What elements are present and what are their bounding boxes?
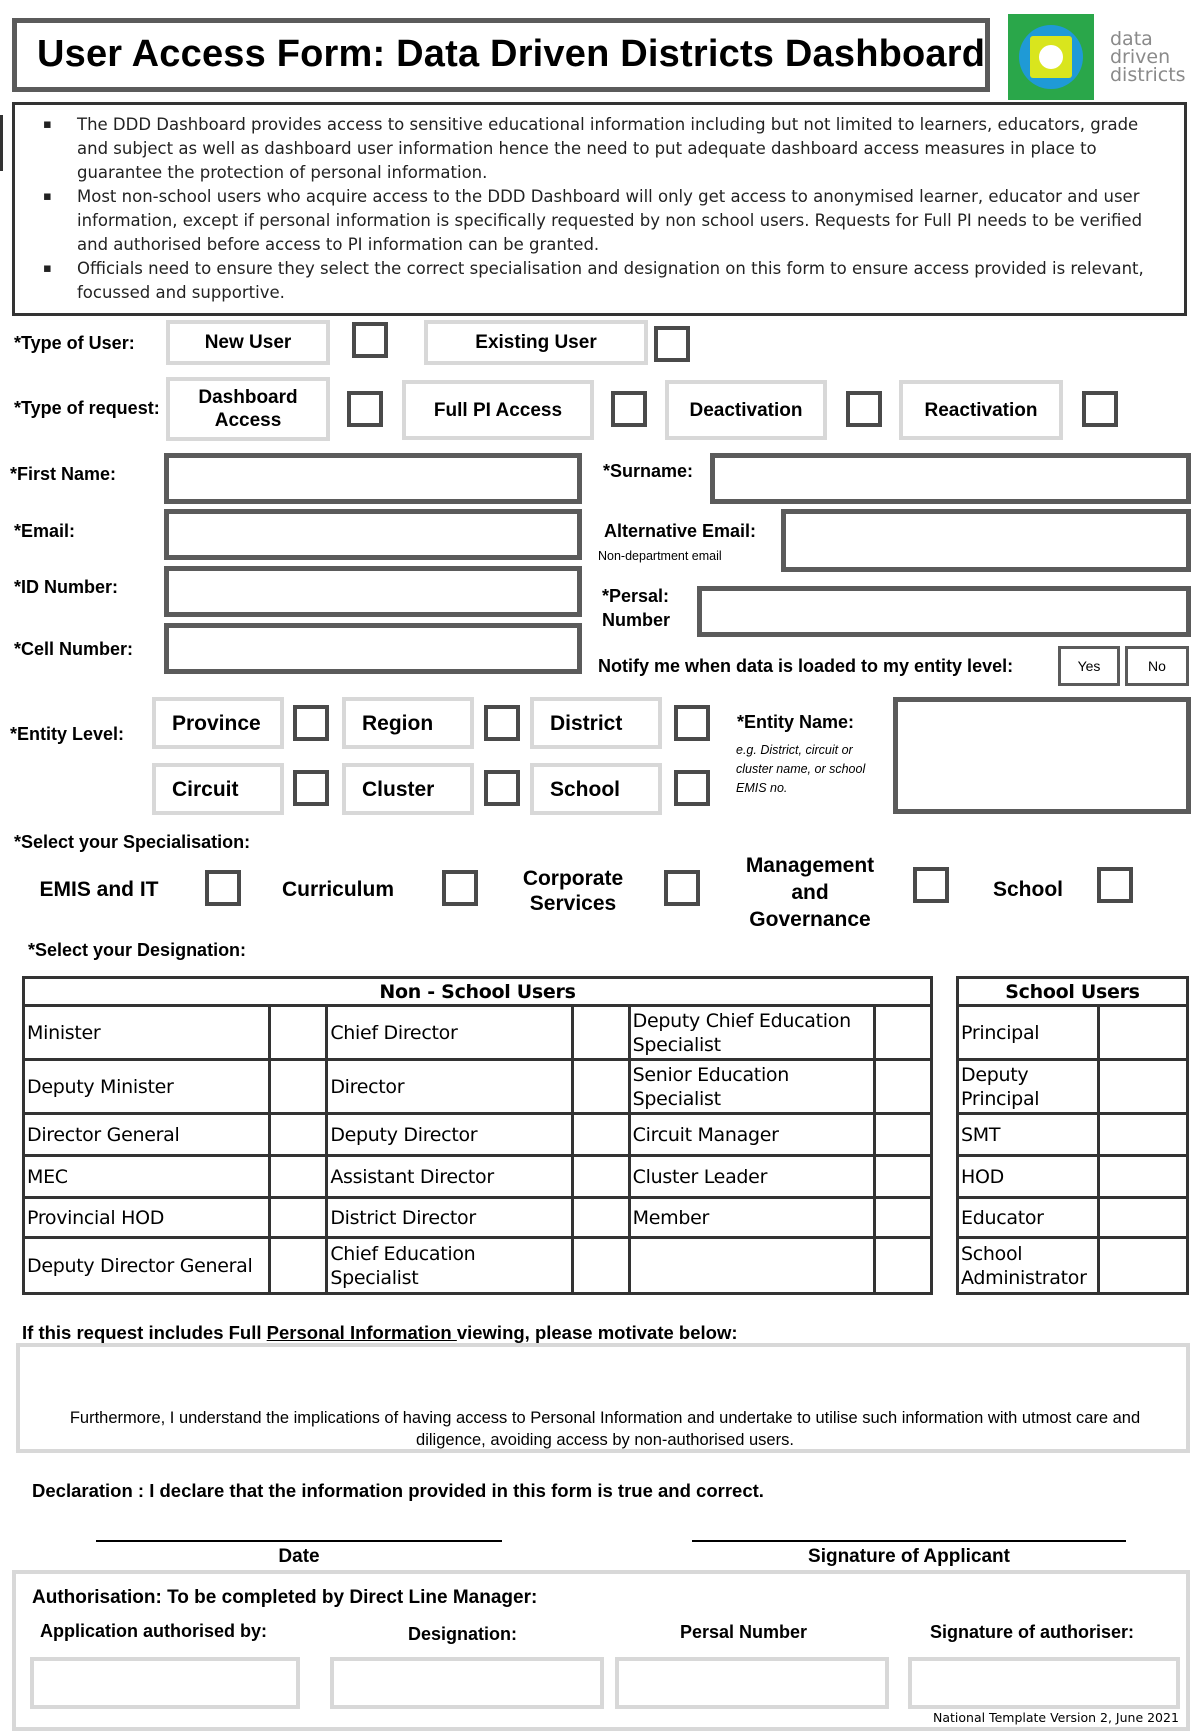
info-bullet: ▪ The DDD Dashboard provides access to sensitive educational information including but not limited to learners, educators, grade and subject as well as dashboard user information hence the need to put adequate dashboard access measures in place to guarantee the protection of personal information. [43,113,1170,185]
type-of-request-label: *Type of request: [14,398,160,418]
entity-name-label: *Entity Name: [737,712,855,732]
notify-yes-option[interactable]: Yes [1058,646,1120,686]
school-designation-cell: HOD [958,1156,1099,1198]
logo-line: districts [1110,64,1186,86]
district-checkbox[interactable] [674,705,710,741]
non-school-header: Non - School Users [24,978,932,1006]
persal-auth-label: Persal Number [680,1622,808,1642]
first-name-field[interactable] [164,453,582,504]
dashboard-access-option[interactable]: Dashboard Access [166,377,330,441]
notify-no-option[interactable]: No [1125,646,1189,686]
corporate-services-checkbox[interactable] [664,870,700,906]
existing-user-checkbox[interactable] [654,326,690,362]
designation-checkbox[interactable] [572,1198,629,1238]
type-of-user-label: *Type of User: [14,333,135,353]
entity-name-note: e.g. District, circuit or cluster name, or school EMIS no. [736,743,866,795]
motivation-underlined: Personal Information [266,1322,457,1343]
management-governance-checkbox[interactable] [913,867,949,903]
ddd-logo-icon [1008,14,1094,100]
curriculum-option[interactable]: Curriculum [281,878,394,901]
full-pi-access-option[interactable]: Full PI Access [402,380,594,440]
school-designation-cell: SMT [958,1114,1099,1156]
school-designation-cell: Educator [958,1198,1099,1238]
school-specialisation-option[interactable]: School [992,878,1063,901]
logo-line: data [1110,28,1153,50]
version-footer: National Template Version 2, June 2021 [933,1710,1179,1725]
region-option[interactable]: Region [342,697,474,749]
motivation-prefix: If this request includes Full [22,1322,267,1343]
page-title: User Access Form: Data Driven Districts Dashboard [37,33,986,75]
designation-checkbox[interactable] [572,1238,629,1294]
new-user-checkbox[interactable] [352,322,388,358]
designation-cell: Deputy Director [327,1114,572,1156]
emis-it-option[interactable]: EMIS and IT [39,878,159,901]
title-box [12,18,990,92]
designation-label: *Select your Designation: [28,940,247,960]
designation-checkbox[interactable] [1098,1114,1187,1156]
designation-checkbox[interactable] [572,1060,629,1114]
designation-checkbox[interactable] [874,1156,931,1198]
cell-number-field[interactable] [164,623,582,674]
designation-cell: Provincial HOD [24,1198,270,1238]
school-specialisation-checkbox[interactable] [1097,867,1133,903]
province-option[interactable]: Province [152,697,284,749]
persal-auth-field[interactable] [615,1657,889,1709]
signature-auth-field[interactable] [908,1657,1180,1709]
designation-cell: Deputy Director General [24,1238,270,1294]
date-line [96,1540,502,1542]
persal-label: *Persal: Number [602,586,671,630]
designation-checkbox[interactable] [1098,1006,1187,1060]
id-number-field[interactable] [164,566,582,617]
motivation-label [22,1322,738,1344]
designation-checkbox[interactable] [874,1238,931,1294]
declaration-text: Declaration : I declare that the information provided in this form is true and correct. [32,1480,764,1501]
authorisation-title: Authorisation: To be completed by Direct Line Manager: [32,1587,538,1608]
first-name-label: *First Name: [10,464,117,484]
school-designation-cell: Deputy Principal [958,1060,1099,1114]
designation-cell: Chief Director [327,1006,572,1060]
deactivation-option[interactable]: Deactivation [665,380,827,440]
designation-cell: Chief Education Specialist [327,1238,572,1294]
circuit-option[interactable]: Circuit [152,763,284,815]
corporate-services-option[interactable]: Corporate Services [522,867,624,915]
full-pi-access-checkbox[interactable] [611,391,647,427]
designation-checkbox[interactable] [874,1060,931,1114]
designation-checkbox[interactable] [572,1114,629,1156]
designation-checkbox[interactable] [1098,1198,1187,1238]
alt-email-note: Non-department email [598,549,722,563]
entity-name-field[interactable] [893,697,1191,814]
reactivation-option[interactable]: Reactivation [899,380,1063,440]
authorised-by-label: Application authorised by: [40,1621,268,1641]
signature-label: Signature of Applicant [808,1546,1010,1567]
designation-cell: Director General [24,1114,270,1156]
non-school-designation-table [22,976,933,1295]
designation-checkbox[interactable] [1098,1156,1187,1198]
designation-cell: Director [327,1060,572,1114]
info-bullet: ▪ Most non-school users who acquire access to the DDD Dashboard will only get access to anonymised learner, educator and user information, except if personal information is specifically requested by non school users. Requests for Full PI needs to be verified and authorised before access to PI information can be granted. [43,185,1170,257]
designation-checkbox[interactable] [1098,1060,1187,1114]
designation-cell: Cluster Leader [629,1156,874,1198]
surname-label: *Surname: [603,461,694,481]
designation-cell: Assistant Director [327,1156,572,1198]
reactivation-checkbox[interactable] [1082,391,1118,427]
circuit-checkbox[interactable] [293,770,329,806]
new-user-option[interactable]: New User [166,320,330,365]
alternative-email-field[interactable] [781,509,1191,572]
signature-line [692,1540,1126,1542]
designation-checkbox[interactable] [1098,1238,1187,1294]
cluster-checkbox[interactable] [484,770,520,806]
margin-marker [0,115,3,171]
province-checkbox[interactable] [293,705,329,741]
district-option[interactable]: District [530,697,662,749]
designation-cell: Senior Education Specialist [629,1060,874,1114]
school-designation-cell: Principal [958,1006,1099,1060]
designation-cell: MEC [24,1156,270,1198]
alt-email-label: Alternative Email: [604,521,757,541]
school-entity-checkbox[interactable] [674,770,710,806]
authorised-by-field[interactable] [30,1657,300,1709]
designation-checkbox[interactable] [572,1156,629,1198]
info-bullet: ▪ Officials need to ensure they select the correct specialisation and designation on this form to ensure access provided is relevant, focussed and supportive. [43,257,1170,305]
email-field[interactable] [164,509,582,560]
dashboard-access-checkbox[interactable] [347,391,383,427]
designation-checkbox[interactable] [572,1006,629,1060]
designation-checkbox[interactable] [270,1198,327,1238]
emis-it-checkbox[interactable] [205,870,241,906]
id-number-label: *ID Number: [14,577,119,597]
signature-auth-label: Signature of authoriser: [930,1622,1135,1642]
specialisation-label: *Select your Specialisation: [14,832,251,852]
school-designation-table [956,976,1189,1295]
designation-checkbox[interactable] [270,1006,327,1060]
designation-auth-label: Designation: [408,1624,518,1644]
cluster-option[interactable]: Cluster [342,763,474,815]
school-header: School Users [958,978,1188,1006]
cell-number-label: *Cell Number: [14,639,134,659]
designation-auth-field[interactable] [330,1657,604,1709]
email-label: *Email: [14,521,76,541]
designation-checkbox[interactable] [874,1006,931,1060]
motivation-field[interactable] [16,1343,1190,1453]
designation-cell: Deputy Minister [24,1060,270,1114]
designation-cell: Circuit Manager [629,1114,874,1156]
info-box [12,102,1187,316]
designation-cell: District Director [327,1198,572,1238]
undertaking-text: Furthermore, I understand the implications of having access to Personal Information and undertake to utilise such information with utmost care and diligence, avoiding access by non-authorised users. [69,1409,1141,1449]
notify-label: Notify me when data is loaded to my entity level: [598,656,1014,676]
designation-checkbox[interactable] [270,1238,327,1294]
designation-checkbox[interactable] [874,1198,931,1238]
designation-cell: Deputy Chief Education Specialist [629,1006,874,1060]
existing-user-option[interactable]: Existing User [424,320,648,365]
logo-line: driven [1110,46,1171,68]
date-label: Date [278,1546,320,1567]
designation-checkbox[interactable] [874,1114,931,1156]
curriculum-checkbox[interactable] [442,870,478,906]
entity-level-label: *Entity Level: [10,724,125,744]
management-governance-option[interactable]: Management and Governance [745,854,875,931]
motivation-suffix: viewing, please motivate below: [456,1322,738,1343]
surname-field[interactable] [710,453,1191,504]
region-checkbox[interactable] [484,705,520,741]
designation-cell: Minister [24,1006,270,1060]
deactivation-checkbox[interactable] [846,391,882,427]
school-entity-option[interactable]: School [530,763,662,815]
persal-number-field[interactable] [697,586,1191,637]
logo-wordmark [1110,30,1186,84]
designation-checkbox[interactable] [270,1114,327,1156]
designation-checkbox[interactable] [270,1060,327,1114]
designation-cell [629,1238,874,1294]
school-designation-cell: School Administrator [958,1238,1099,1294]
designation-checkbox[interactable] [270,1156,327,1198]
designation-cell: Member [629,1198,874,1238]
